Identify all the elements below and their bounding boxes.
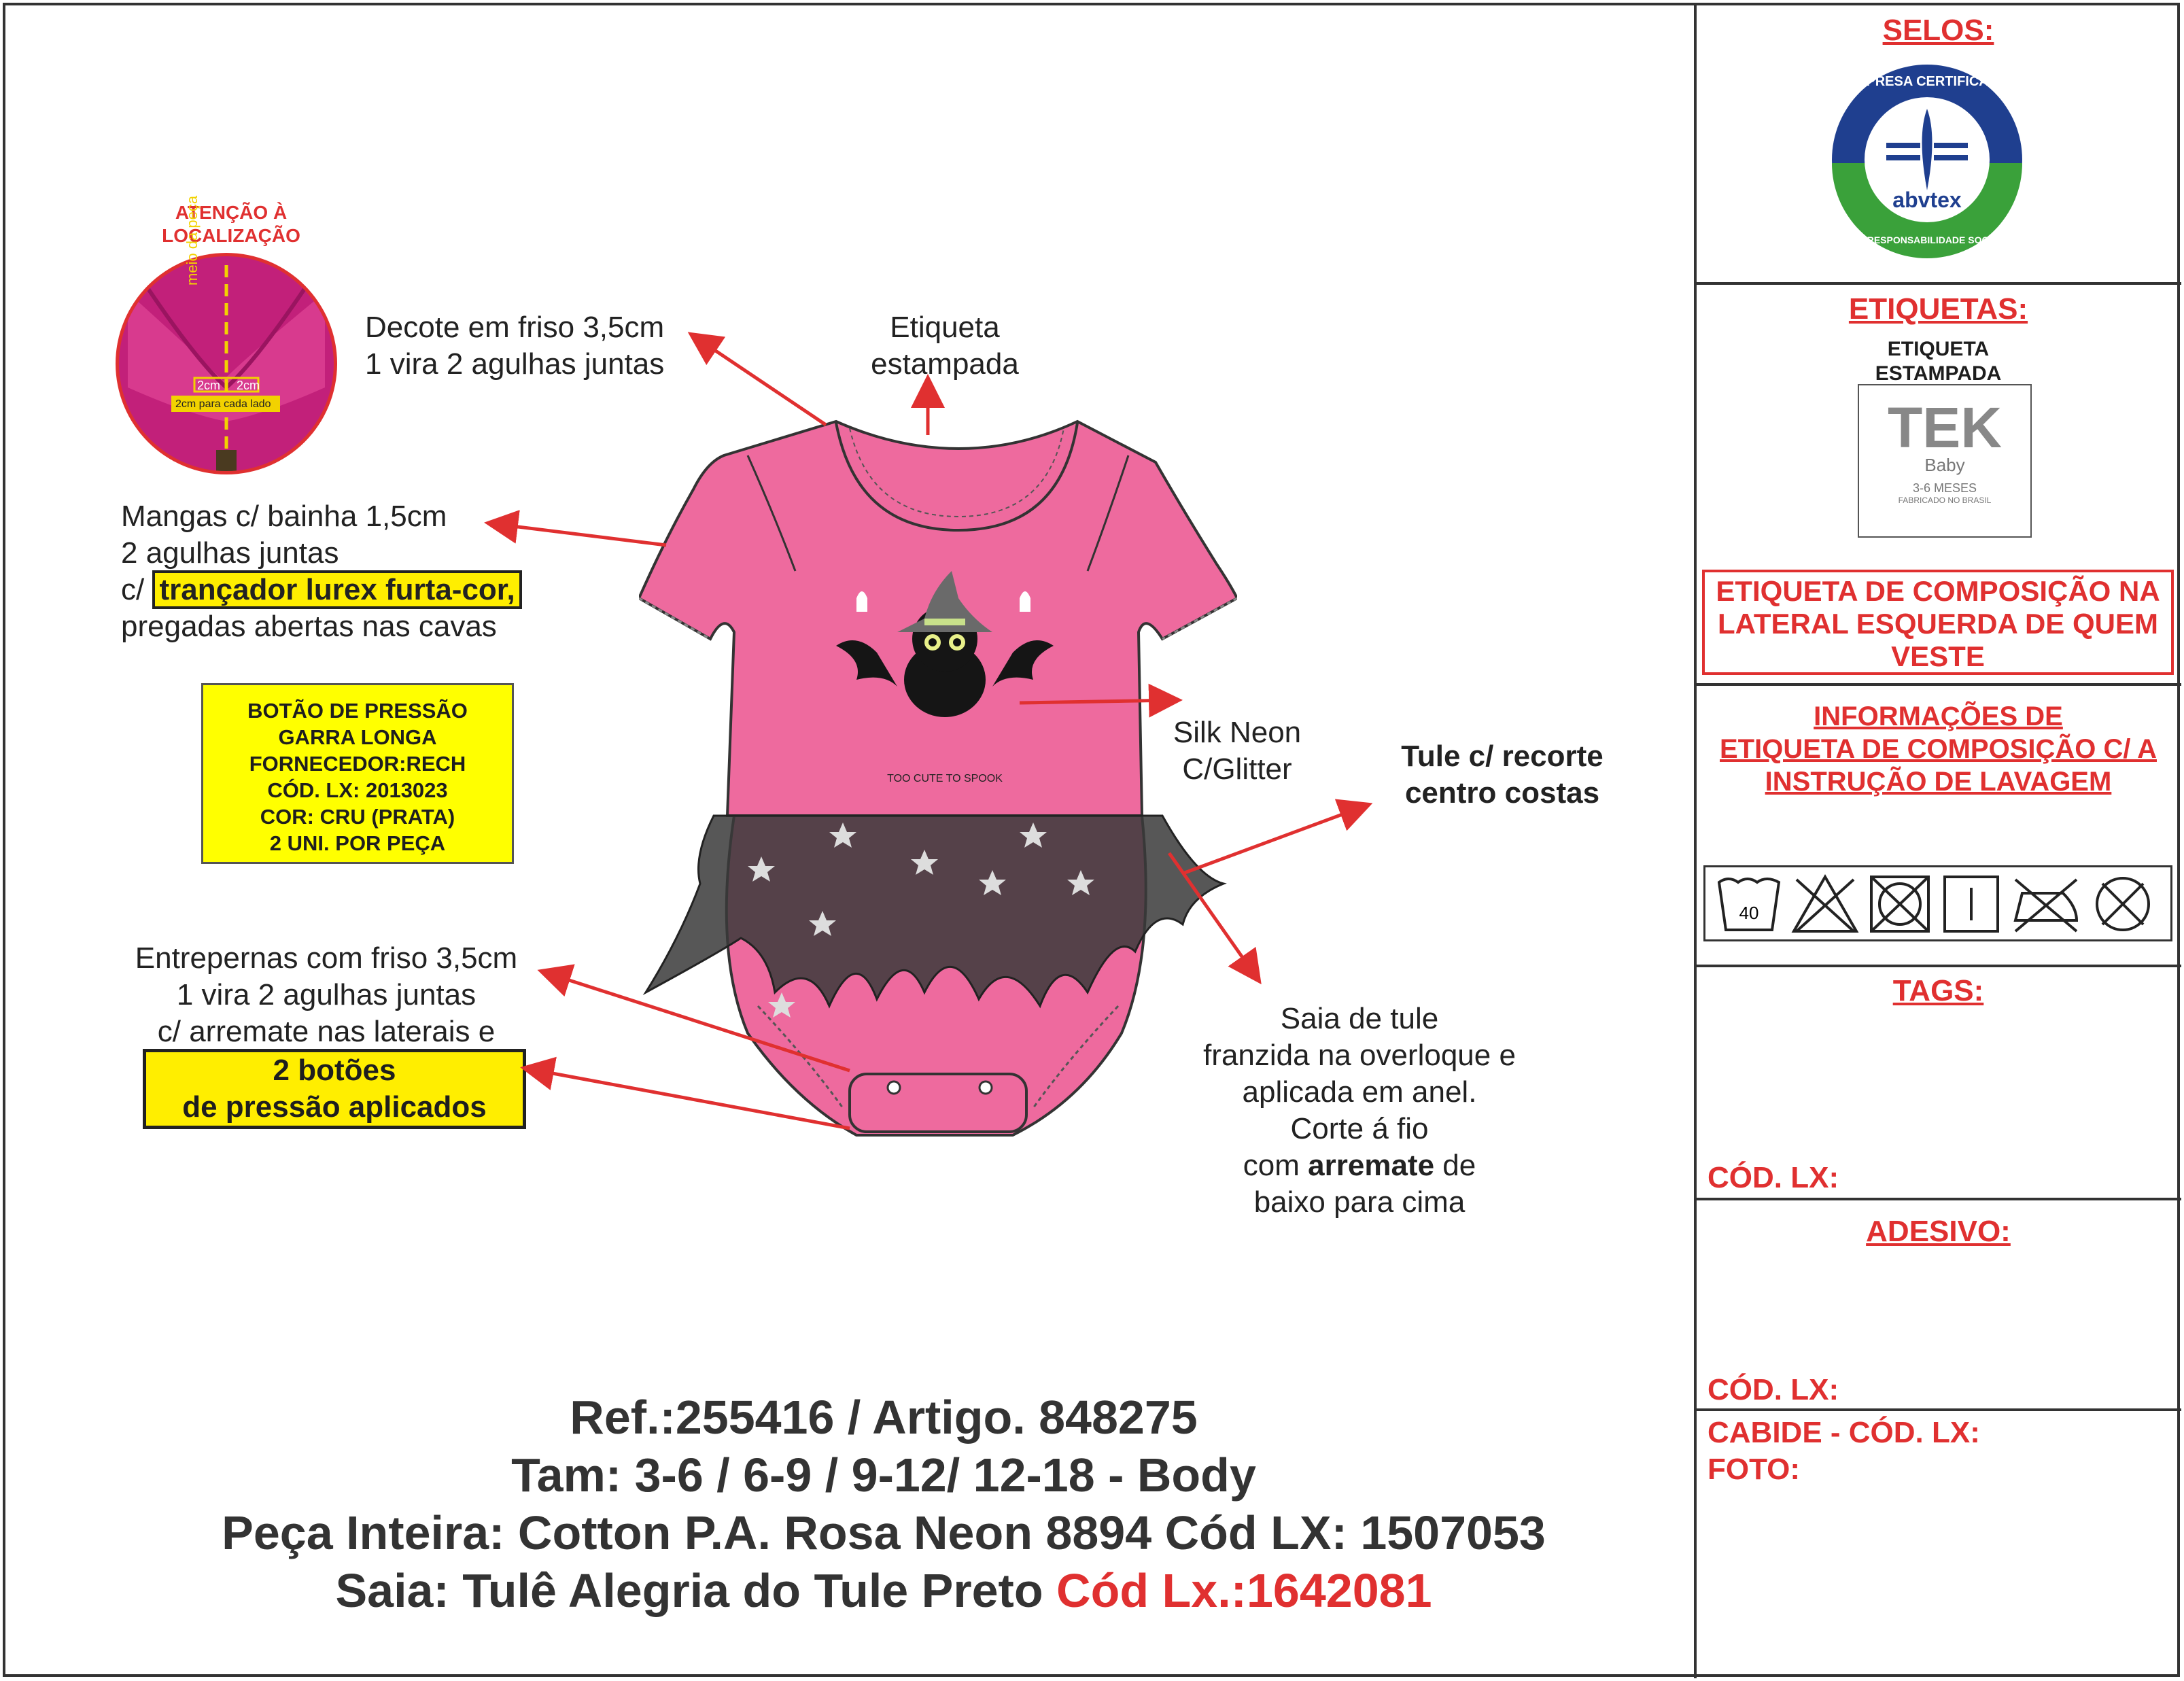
cabide-cod-lx: CABIDE - CÓD. LX: bbox=[1708, 1416, 1980, 1449]
print-text: TOO CUTE TO SPOOK bbox=[887, 773, 1003, 784]
info-title: INFORMAÇÕES DE ETIQUETA DE COMPOSIÇÃO C/ A INSTRUÇÃO DE LAVAGEM bbox=[1720, 701, 2157, 797]
note-etiqueta: Etiqueta estampada bbox=[871, 311, 1019, 381]
note-mangas: Mangas c/ bainha 1,5cm 2 agulhas juntas c/ trançador lurex furta-cor, pregadas abertas nas cavas bbox=[121, 498, 522, 645]
fabric-line: Peça Inteira: Cotton P.A. Rosa Neon 8894 Cód LX: 1507053 bbox=[222, 1506, 1546, 1559]
note-tule: Tule c/ recorte centro costas bbox=[1401, 740, 1604, 810]
note-saia: Saia de tule franzida na overloque e aplicada em anel. Corte á fio com arremate de baixo para cima bbox=[1203, 1002, 1516, 1219]
tags-cod-lx: CÓD. LX: bbox=[1708, 1161, 1839, 1194]
svg-text:EMPRESA CERTIFICADA: EMPRESA CERTIFICADA bbox=[1845, 74, 2009, 89]
sep-1 bbox=[1695, 282, 2181, 285]
wash-40-icon bbox=[1715, 873, 1783, 935]
care-symbols bbox=[1703, 865, 2172, 941]
lurex-highlight: trançador lurex furta-cor, bbox=[152, 570, 521, 609]
attention-dim-1: 2cm bbox=[197, 379, 221, 392]
attention-title: ATENÇÃO À LOCALIZAÇÃO bbox=[162, 202, 300, 246]
no-dry-clean-icon bbox=[2090, 873, 2155, 935]
note-silk: Silk Neon C/Glitter bbox=[1173, 716, 1302, 786]
svg-text:EM RESPONSABILIDADE SOCIAL: EM RESPONSABILIDADE SOCIAL bbox=[1850, 235, 2005, 245]
line-dry-icon bbox=[1941, 873, 2002, 935]
label-brand-logo: TEK bbox=[1888, 396, 2002, 460]
sep-5 bbox=[1695, 1408, 2181, 1411]
panel-divider bbox=[1694, 3, 1697, 1678]
note-entrepernas: Entrepernas com friso 3,5cm 1 vira 2 agulhas juntas c/ arremate nas laterais e bbox=[135, 941, 518, 1048]
snap-buttons-box: 2 botões de pressão aplicados bbox=[143, 1049, 526, 1129]
tags-title: TAGS: bbox=[1892, 974, 1984, 1007]
button-spec-box: BOTÃO DE PRESSÃO GARRA LONGA FORNECEDOR:RECH CÓD. LX: 2013023 COR: CRU (PRATA) 2 UNI. POR PEÇA bbox=[201, 683, 514, 864]
adesivo-title: ADESIVO: bbox=[1866, 1215, 2011, 1248]
attention-dim-2: 2cm bbox=[237, 379, 260, 392]
etiquetas-title: ETIQUETAS: bbox=[1848, 292, 2028, 326]
etiqueta-estampada-heading: ETIQUETA ESTAMPADA bbox=[1875, 338, 2002, 385]
abvtex-seal-logo bbox=[1828, 61, 2026, 258]
sep-4 bbox=[1695, 1198, 2181, 1200]
svg-text:abvtex: abvtex bbox=[1892, 188, 1962, 212]
attention-meio-label: meio da peça bbox=[184, 195, 201, 285]
label-preview: TEK Baby 3-6 MESES FABRICADO NO BRASIL bbox=[1858, 384, 2032, 538]
composition-label-note: ETIQUETA DE COMPOSIÇÃO NA LATERAL ESQUERDA DE QUEM VESTE bbox=[1702, 570, 2174, 675]
ref-line: Ref.:255416 / Artigo. 848275 bbox=[570, 1391, 1198, 1444]
svg-text:40: 40 bbox=[1739, 903, 1759, 923]
skirt-line: Saia: Tulê Alegria do Tule Preto Cód Lx.:1642081 bbox=[335, 1564, 1432, 1617]
no-tumble-dry-icon bbox=[1867, 873, 1932, 935]
attention-note: 2cm para cada lado bbox=[175, 398, 271, 410]
selos-title: SELOS: bbox=[1882, 14, 1994, 47]
no-iron-icon bbox=[2009, 873, 2083, 935]
sep-2 bbox=[1695, 683, 2181, 686]
no-bleach-icon bbox=[1790, 873, 1860, 935]
note-decote: Decote em friso 3,5cm 1 vira 2 agulhas juntas bbox=[365, 311, 665, 381]
size-line: Tam: 3-6 / 6-9 / 9-12/ 12-18 - Body bbox=[511, 1449, 1256, 1502]
foto-label: FOTO: bbox=[1708, 1453, 1801, 1486]
adesivo-cod-lx: CÓD. LX: bbox=[1708, 1373, 1839, 1406]
sep-3 bbox=[1695, 965, 2181, 967]
